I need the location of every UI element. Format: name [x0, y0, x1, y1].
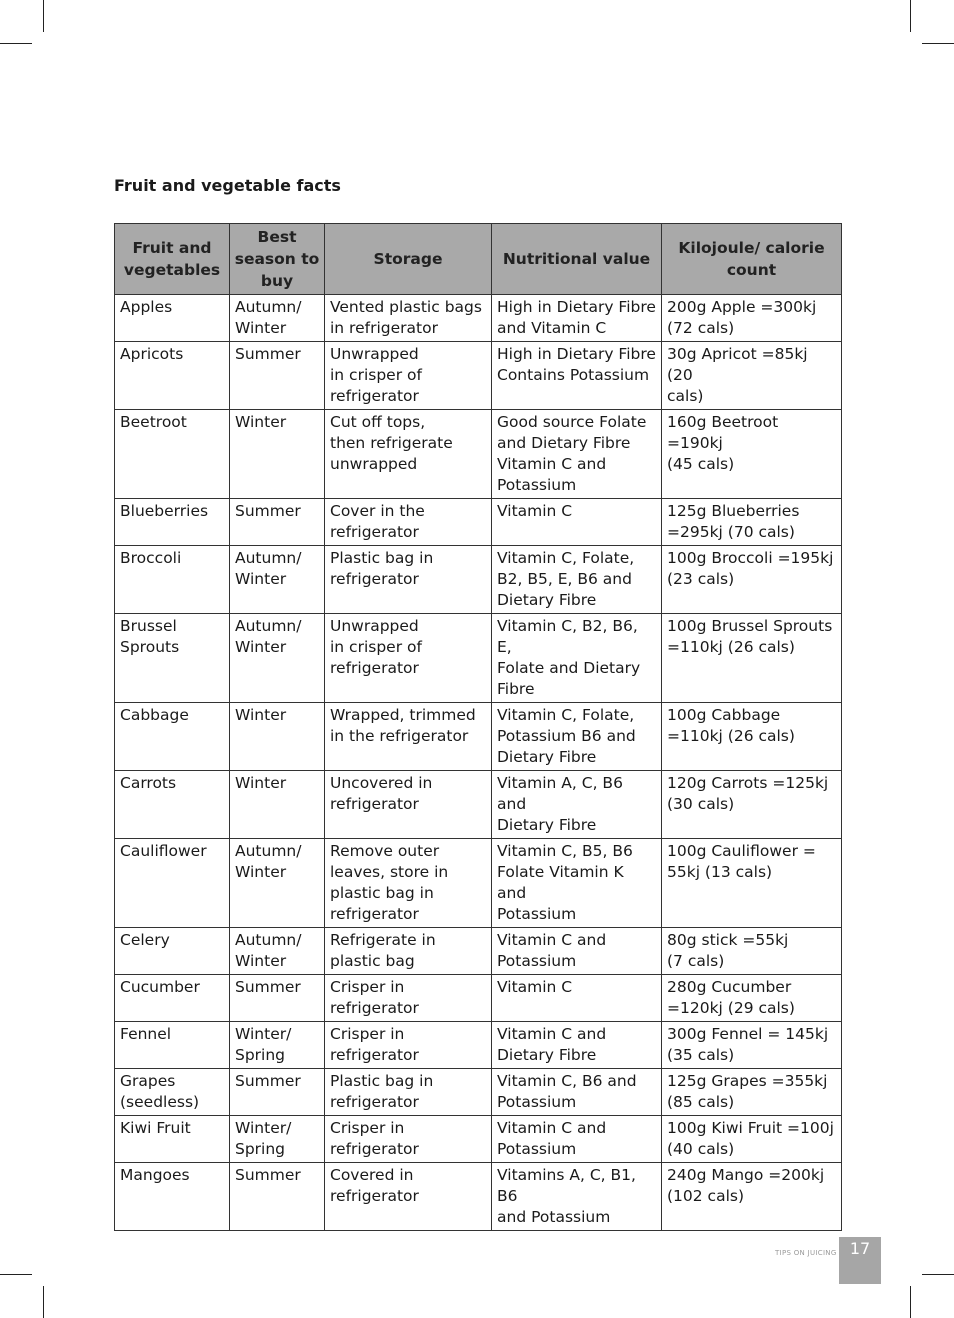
cell-season: Winter	[230, 771, 325, 839]
cell-storage: Crisper in refrigerator	[325, 1022, 492, 1069]
cell-kilojoule: 100g Cabbage =110kj (26 cals)	[662, 703, 842, 771]
cell-nutrition: High in Dietary Fibre and Vitamin C	[492, 295, 662, 342]
cell-storage: Crisper in refrigerator	[325, 1116, 492, 1163]
cell-item: Fennel	[115, 1022, 230, 1069]
cell-item: Apples	[115, 295, 230, 342]
header-kilojoule: Kilojoule/ calorie count	[662, 224, 842, 295]
cell-storage: Unwrapped in crisper of refrigerator	[325, 342, 492, 410]
header-nutrition: Nutritional value	[492, 224, 662, 295]
cell-kilojoule: 100g Brussel Sprouts =110kj (26 cals)	[662, 614, 842, 703]
cell-kilojoule: 160g Beetroot =190kj (45 cals)	[662, 410, 842, 499]
table-row	[115, 499, 842, 546]
cell-kilojoule: 120g Carrots =125kj (30 cals)	[662, 771, 842, 839]
table-row	[115, 703, 842, 771]
cell-season: Summer	[230, 1163, 325, 1231]
table-row	[115, 295, 842, 342]
cell-storage: Cut off tops, then refrigerate unwrapped	[325, 410, 492, 499]
cell-kilojoule: 240g Mango =200kj (102 cals)	[662, 1163, 842, 1231]
cell-nutrition: Vitamin C, B2, B6, E, Folate and Dietary Fibre	[492, 614, 662, 703]
table-row	[115, 771, 842, 839]
cell-season: Autumn/ Winter	[230, 295, 325, 342]
cell-nutrition: Vitamin C and Dietary Fibre	[492, 1022, 662, 1069]
cell-season: Autumn/ Winter	[230, 614, 325, 703]
cell-nutrition: Vitamin C	[492, 499, 662, 546]
table-row	[115, 410, 842, 499]
cell-item: Cucumber	[115, 975, 230, 1022]
cell-nutrition: Vitamins A, C, B1, B6 and Potassium	[492, 1163, 662, 1231]
cell-nutrition: Vitamin C, Folate, B2, B5, E, B6 and Dietary Fibre	[492, 546, 662, 614]
cell-storage: Plastic bag in refrigerator	[325, 1069, 492, 1116]
cell-nutrition: Good source Folate and Dietary Fibre Vitamin C and Potassium	[492, 410, 662, 499]
cell-nutrition: High in Dietary Fibre Contains Potassium	[492, 342, 662, 410]
crop-mark	[0, 1274, 32, 1275]
cell-item: Carrots	[115, 771, 230, 839]
table-header-row	[115, 224, 842, 295]
cell-item: Mangoes	[115, 1163, 230, 1231]
cell-season: Autumn/ Winter	[230, 928, 325, 975]
cell-kilojoule: 280g Cucumber =120kj (29 cals)	[662, 975, 842, 1022]
table-row	[115, 1022, 842, 1069]
cell-storage: Uncovered in refrigerator	[325, 771, 492, 839]
cell-kilojoule: 100g Broccoli =195kj (23 cals)	[662, 546, 842, 614]
cell-kilojoule: 100g Cauliflower = 55kj (13 cals)	[662, 839, 842, 928]
cell-storage: Crisper in refrigerator	[325, 975, 492, 1022]
cell-item: Broccoli	[115, 546, 230, 614]
crop-mark	[922, 1274, 954, 1275]
cell-storage: Remove outer leaves, store in plastic bag in refrigerator	[325, 839, 492, 928]
cell-season: Winter/ Spring	[230, 1022, 325, 1069]
header-season: Best season to buy	[230, 224, 325, 295]
table-row	[115, 1116, 842, 1163]
footer-section-label: TIPS ON JUICING	[775, 1249, 837, 1257]
cell-item: Celery	[115, 928, 230, 975]
cell-season: Summer	[230, 342, 325, 410]
cell-kilojoule: 300g Fennel = 145kj (35 cals)	[662, 1022, 842, 1069]
cell-nutrition: Vitamin C	[492, 975, 662, 1022]
cell-kilojoule: 100g Kiwi Fruit =100j (40 cals)	[662, 1116, 842, 1163]
cell-season: Summer	[230, 1069, 325, 1116]
cell-season: Summer	[230, 499, 325, 546]
cell-storage: Refrigerate in plastic bag	[325, 928, 492, 975]
cell-season: Autumn/ Winter	[230, 839, 325, 928]
cell-storage: Wrapped, trimmed in the refrigerator	[325, 703, 492, 771]
cell-kilojoule: 125g Blueberries =295kj (70 cals)	[662, 499, 842, 546]
cell-nutrition: Vitamin C, B6 and Potassium	[492, 1069, 662, 1116]
crop-mark	[0, 43, 32, 44]
cell-kilojoule: 125g Grapes =355kj (85 cals)	[662, 1069, 842, 1116]
crop-mark	[43, 1286, 44, 1318]
cell-storage: Plastic bag in refrigerator	[325, 546, 492, 614]
cell-storage: Cover in the refrigerator	[325, 499, 492, 546]
cell-season: Autumn/ Winter	[230, 546, 325, 614]
crop-mark	[910, 1286, 911, 1318]
cell-season: Winter/ Spring	[230, 1116, 325, 1163]
cell-item: Brussel Sprouts	[115, 614, 230, 703]
cell-item: Grapes (seedless)	[115, 1069, 230, 1116]
cell-storage: Covered in refrigerator	[325, 1163, 492, 1231]
cell-kilojoule: 200g Apple =300kj (72 cals)	[662, 295, 842, 342]
page-title: Fruit and vegetable facts	[114, 176, 341, 195]
table-row	[115, 839, 842, 928]
header-fruit-veg: Fruit and vegetables	[115, 224, 230, 295]
table-row	[115, 1163, 842, 1231]
cell-kilojoule: 80g stick =55kj (7 cals)	[662, 928, 842, 975]
header-storage: Storage	[325, 224, 492, 295]
cell-item: Blueberries	[115, 499, 230, 546]
crop-mark	[910, 0, 911, 32]
cell-nutrition: Vitamin C and Potassium	[492, 1116, 662, 1163]
crop-mark	[43, 0, 44, 32]
table-row	[115, 614, 842, 703]
cell-item: Cabbage	[115, 703, 230, 771]
cell-nutrition: Vitamin A, C, B6 and Dietary Fibre	[492, 771, 662, 839]
table-row	[115, 342, 842, 410]
cell-storage: Vented plastic bags in refrigerator	[325, 295, 492, 342]
cell-nutrition: Vitamin C and Potassium	[492, 928, 662, 975]
cell-season: Winter	[230, 703, 325, 771]
crop-mark	[922, 43, 954, 44]
table-row	[115, 928, 842, 975]
table-body	[115, 295, 842, 1231]
table-row	[115, 1069, 842, 1116]
cell-kilojoule: 30g Apricot =85kj (20 cals)	[662, 342, 842, 410]
cell-item: Apricots	[115, 342, 230, 410]
table-row	[115, 975, 842, 1022]
cell-item: Kiwi Fruit	[115, 1116, 230, 1163]
table-row	[115, 546, 842, 614]
cell-nutrition: Vitamin C, Folate, Potassium B6 and Dietary Fibre	[492, 703, 662, 771]
page-number: 17	[839, 1237, 881, 1284]
cell-item: Beetroot	[115, 410, 230, 499]
cell-season: Winter	[230, 410, 325, 499]
cell-nutrition: Vitamin C, B5, B6 Folate Vitamin K and Potassium	[492, 839, 662, 928]
facts-table	[114, 223, 842, 1231]
cell-season: Summer	[230, 975, 325, 1022]
cell-item: Cauliflower	[115, 839, 230, 928]
cell-storage: Unwrapped in crisper of refrigerator	[325, 614, 492, 703]
